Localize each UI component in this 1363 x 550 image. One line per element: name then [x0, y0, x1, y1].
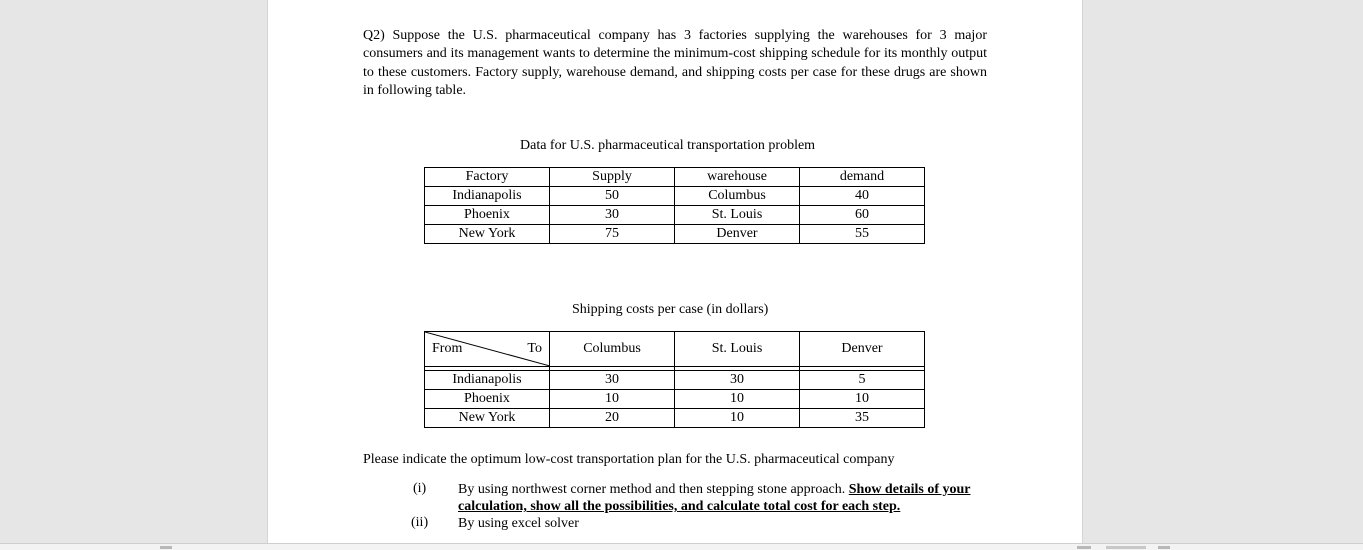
table-cell: 60	[800, 206, 925, 225]
table-cell: Indianapolis	[425, 187, 550, 206]
table-cell: 30	[675, 371, 800, 390]
table-cell: New York	[425, 409, 550, 428]
from-to-corner-cell	[425, 332, 550, 367]
header-cell: Factory	[425, 168, 550, 187]
table-cell: Phoenix	[425, 206, 550, 225]
data-table-caption: Data for U.S. pharmaceutical transportation problem	[520, 138, 816, 153]
table-row	[425, 206, 925, 225]
table-row	[425, 187, 925, 206]
question-paragraph: Q2) Suppose the U.S. pharmaceutical company has 3 factories supplying the warehouses for 3 major consumers and its management wants to determine the minimum-cost shipping schedule for its monthly output to these customers. Factory supply, warehouse demand, and shipping costs per case for these drugs are shown in following table.	[363, 28, 987, 98]
table-row	[425, 371, 925, 390]
cost-table-caption: Shipping costs per case (in dollars)	[572, 302, 769, 317]
document-page	[267, 0, 1083, 543]
table-cell: 75	[550, 225, 675, 244]
item-text: By using excel solver	[458, 516, 579, 531]
table-cell: 10	[800, 390, 925, 409]
table-header-row	[425, 168, 925, 187]
item-plain-text: By using northwest corner method and then stepping stone approach.	[458, 482, 849, 497]
table-row	[425, 409, 925, 428]
table-cell: Indianapolis	[425, 371, 550, 390]
table-cell: St. Louis	[675, 206, 800, 225]
header-cell: St. Louis	[675, 332, 800, 367]
to-label: To	[527, 341, 542, 356]
table-cell: 55	[800, 225, 925, 244]
table-cell: 20	[550, 409, 675, 428]
table-cell: 50	[550, 187, 675, 206]
table-cell: Phoenix	[425, 390, 550, 409]
table-cell: 30	[550, 206, 675, 225]
table-cell: 40	[800, 187, 925, 206]
table-cell: 10	[675, 390, 800, 409]
table-cell: 10	[550, 390, 675, 409]
shipping-cost-table	[424, 331, 925, 428]
table-cell: 5	[800, 371, 925, 390]
item-emphasis-text: Show details of your calculation, show all the possibilities, and calculate total cost for each step.	[458, 482, 971, 514]
table-header-row	[425, 332, 925, 367]
table-cell: 35	[800, 409, 925, 428]
from-label: From	[432, 341, 463, 356]
header-cell: Supply	[550, 168, 675, 187]
table-row	[425, 225, 925, 244]
header-cell: warehouse	[675, 168, 800, 187]
header-cell: demand	[800, 168, 925, 187]
item-number: (ii)	[411, 515, 429, 530]
instructions-intro: Please indicate the optimum low-cost transportation plan for the U.S. pharmaceutical company	[363, 452, 895, 467]
supply-demand-table	[424, 167, 925, 244]
item-text	[458, 481, 978, 515]
table-row	[425, 390, 925, 409]
table-cell: Denver	[675, 225, 800, 244]
table-cell: 10	[675, 409, 800, 428]
header-cell: Columbus	[550, 332, 675, 367]
item-number: (i)	[413, 481, 427, 496]
table-cell: 30	[550, 371, 675, 390]
table-cell: Columbus	[675, 187, 800, 206]
table-cell: New York	[425, 225, 550, 244]
header-cell: Denver	[800, 332, 925, 367]
